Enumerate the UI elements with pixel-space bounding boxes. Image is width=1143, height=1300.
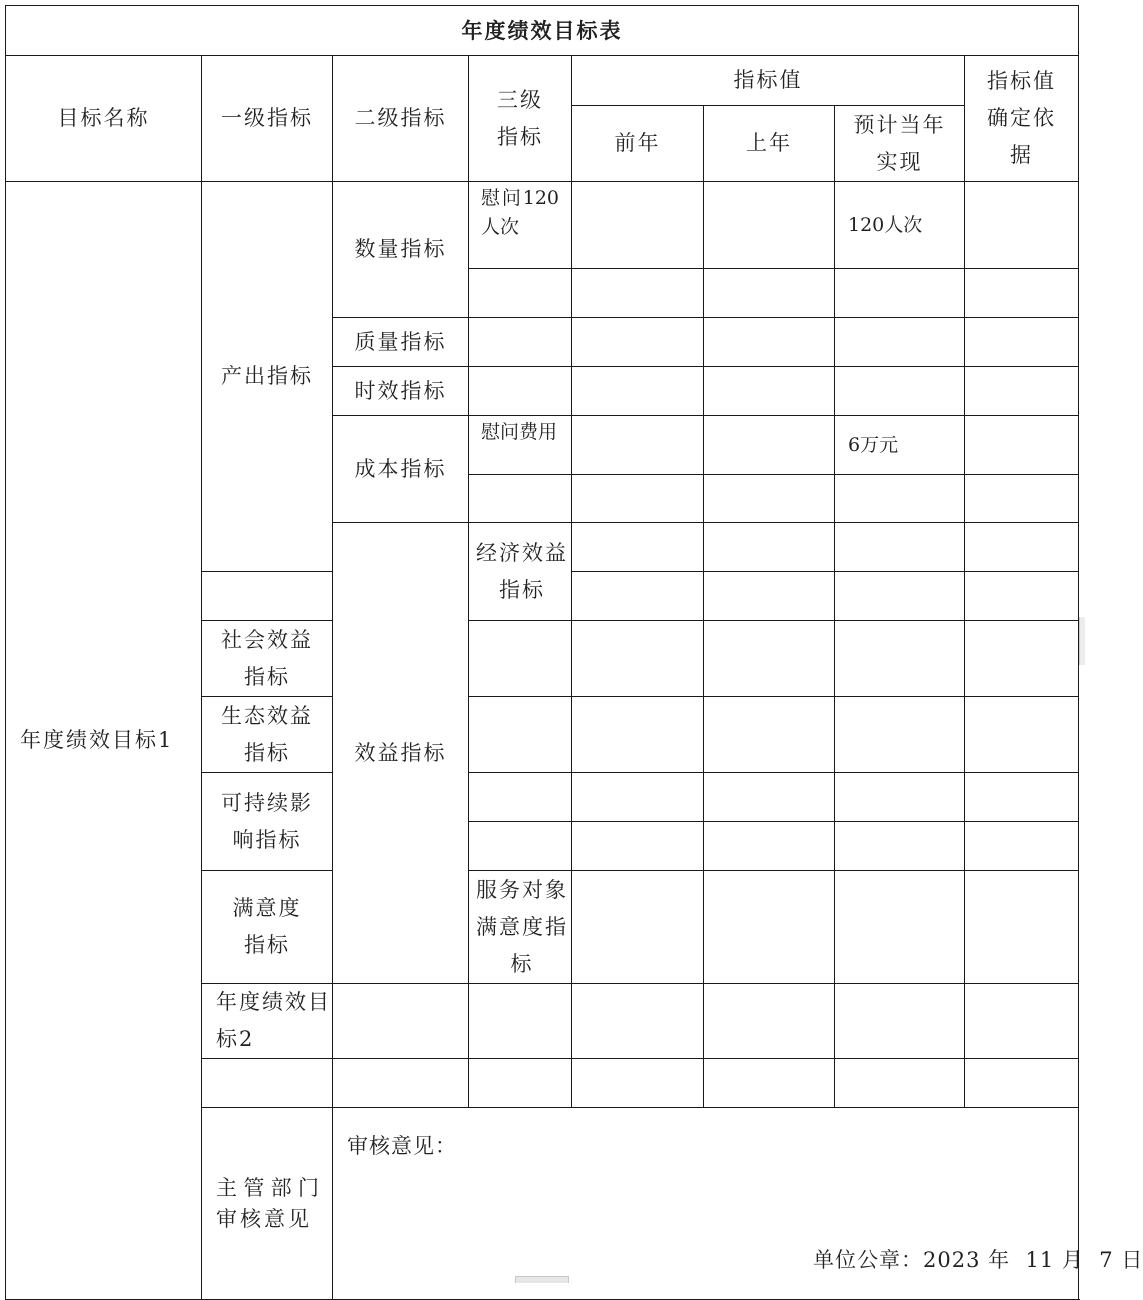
cell — [572, 475, 704, 523]
cell — [469, 318, 572, 367]
header-prev-year: 前年 — [572, 106, 704, 182]
review-content-cell — [333, 1108, 1143, 1300]
cost-expected: 6万元 — [848, 433, 899, 456]
service-satisfaction-label: 服务对象满意度指标 — [469, 871, 572, 984]
cell — [835, 1059, 965, 1108]
cell — [469, 822, 572, 871]
sustainable-indicator-label: 可持续影响指标 — [202, 773, 333, 871]
cell — [965, 182, 1079, 269]
cell — [469, 475, 572, 523]
quantity-expected-cell — [835, 182, 965, 269]
cell — [202, 1059, 333, 1108]
header-last-year: 上年 — [704, 106, 835, 182]
quantity-indicator-label: 数量指标 — [333, 182, 469, 318]
cell — [965, 318, 1079, 367]
cell — [835, 697, 965, 773]
quantity-expected: 120人次 — [848, 213, 923, 236]
stamp-month: 11 — [1025, 1248, 1055, 1272]
cell — [469, 367, 572, 416]
cell — [704, 318, 835, 367]
cell — [965, 475, 1079, 523]
cell — [572, 269, 704, 318]
cell — [469, 773, 572, 822]
cell — [704, 416, 835, 475]
stamp-month-unit: 月 — [1061, 1248, 1084, 1272]
timeliness-indicator-label: 时效指标 — [333, 367, 469, 416]
review-label-cell — [202, 1108, 333, 1300]
goal1-name: 年度绩效目标1 — [6, 182, 202, 1300]
cell — [333, 984, 469, 1059]
cell — [835, 269, 965, 318]
header-indicator-value: 指标值 — [572, 56, 965, 106]
cell — [965, 1059, 1079, 1108]
cell — [469, 269, 572, 318]
cell — [572, 697, 704, 773]
cell — [835, 367, 965, 416]
cost-item-cell — [469, 416, 572, 475]
cell — [469, 984, 572, 1059]
stamp-year-unit: 年 — [988, 1248, 1011, 1272]
cell — [965, 871, 1079, 984]
cell — [572, 984, 704, 1059]
performance-goal-table — [5, 5, 1143, 1300]
cell — [965, 697, 1079, 773]
cell — [704, 822, 835, 871]
economic-indicator-label: 经济效益指标 — [469, 523, 572, 621]
cell — [469, 697, 572, 773]
cell — [704, 621, 835, 697]
header-level2: 二级指标 — [333, 56, 469, 182]
cell — [572, 416, 704, 475]
side-scroll-handle[interactable] — [1079, 617, 1085, 665]
cell — [965, 269, 1079, 318]
header-level3: 三级指标 — [469, 56, 572, 182]
cell — [965, 984, 1079, 1059]
performance-goal-sheet — [5, 5, 1143, 1300]
header-target-name: 目标名称 — [6, 56, 202, 182]
quantity-item-cell — [469, 182, 572, 269]
header-expected: 预计当年实现 — [835, 106, 965, 182]
cell — [965, 621, 1079, 697]
cell — [835, 871, 965, 984]
cell — [572, 318, 704, 367]
cell — [965, 773, 1079, 822]
cell — [704, 523, 835, 572]
cell — [835, 773, 965, 822]
cell — [835, 984, 965, 1059]
ecological-indicator-label: 生态效益指标 — [202, 697, 333, 773]
cell — [835, 621, 965, 697]
cell — [704, 269, 835, 318]
benefit-indicator-label: 效益指标 — [333, 523, 469, 984]
stamp-date-line — [813, 1242, 1143, 1279]
cell — [835, 523, 965, 572]
cell — [572, 367, 704, 416]
cell — [704, 182, 835, 269]
social-indicator-label: 社会效益指标 — [202, 621, 333, 697]
header-level1: 一级指标 — [202, 56, 333, 182]
goal2-name: 年度绩效目标2 — [202, 984, 333, 1059]
cell — [469, 1059, 572, 1108]
cell — [704, 475, 835, 523]
cell — [835, 822, 965, 871]
stamp-year: 2023 — [923, 1248, 981, 1272]
cell — [965, 523, 1079, 572]
cell — [572, 523, 704, 572]
cell — [704, 697, 835, 773]
table-title: 年度绩效目标表 — [6, 6, 1079, 56]
stamp-label: 单位公章： — [813, 1248, 923, 1272]
cell — [835, 475, 965, 523]
review-label: 主管部门审核意见 — [216, 1175, 322, 1231]
cell — [469, 621, 572, 697]
satisfaction-indicator-label: 满意度指标 — [202, 871, 333, 984]
quality-indicator-label: 质量指标 — [333, 318, 469, 367]
cell — [704, 984, 835, 1059]
cell — [965, 572, 1079, 621]
cell — [704, 367, 835, 416]
cell — [835, 572, 965, 621]
cell — [572, 871, 704, 984]
cell — [965, 367, 1079, 416]
cell — [704, 572, 835, 621]
header-basis: 指标值确定依据 — [965, 56, 1079, 182]
cell — [704, 871, 835, 984]
cost-indicator-label: 成本指标 — [333, 416, 469, 523]
stamp-day: 7 — [1099, 1248, 1114, 1272]
cell — [572, 621, 704, 697]
quantity-item-text: 慰问120人次 — [481, 187, 559, 238]
output-indicator-label: 产出指标 — [202, 182, 333, 572]
cell — [202, 572, 333, 621]
cost-expected-cell — [835, 416, 965, 475]
cell — [572, 822, 704, 871]
cell — [835, 318, 965, 367]
cell — [572, 182, 704, 269]
cell — [704, 1059, 835, 1108]
cell — [572, 1059, 704, 1108]
cell — [704, 773, 835, 822]
cell — [965, 416, 1079, 475]
cost-item-text: 慰问费用 — [481, 421, 558, 443]
review-opinion-label: 审核意见： — [347, 1134, 457, 1158]
cell — [965, 822, 1079, 871]
stamp-day-unit: 日 — [1121, 1248, 1143, 1272]
cell — [333, 1059, 469, 1108]
cell — [572, 572, 704, 621]
page-scroll-handle[interactable] — [515, 1276, 569, 1283]
cell — [572, 773, 704, 822]
